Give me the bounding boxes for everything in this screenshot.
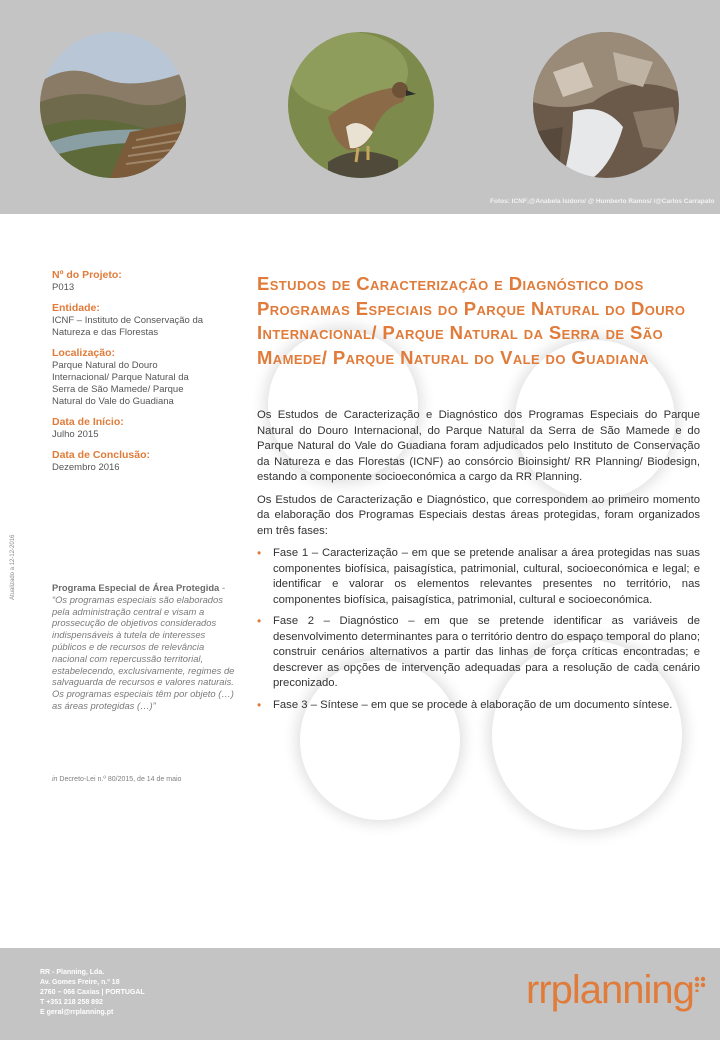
project-number-label: Nº do Projeto:: [52, 269, 122, 281]
bullet-icon: •: [257, 697, 262, 712]
logo-dots-icon: [694, 976, 710, 992]
quote-text: - “Os programas especiais são elaborados pela administração central e visam a prossecução de objetivos considerados indispensáveis à tutela de interesses públicos e de recursos de relevância nacional com repercussão territorial, estabelecendo, exclusivamente, regimes de salvaguarda de recursos e valores naturais. Os programas especiais têm por objeto (…) as áreas protegidas (…)”: [52, 582, 235, 711]
waterfall-rocks-photo: [533, 32, 679, 178]
entity-value: ICNF – Instituto de Conservação da Natureza e das Florestas: [52, 315, 204, 338]
header-banner: [0, 0, 720, 214]
phases-list: [257, 546, 700, 713]
source-text: Decreto-Lei n.º 80/2015, de 14 de maio: [57, 776, 182, 783]
list-item: [257, 546, 700, 608]
start-date-label: Data de Início:: [52, 416, 124, 428]
company-address: [40, 968, 145, 1018]
entity-label: Entidade:: [52, 302, 100, 314]
footer: [0, 948, 720, 1040]
start-date: Julho 2015: [52, 429, 99, 440]
city-address: 2760 – 066 Caxias | PORTUGAL: [40, 989, 145, 996]
location-label: Localização:: [52, 347, 116, 359]
project-info: [52, 269, 212, 482]
phase-text: Fase 1 – Caracterização – em que se pretende analisar a área protegidas nas suas componentes biofísica, paisagística, patrimonial, cultural, socioeconómica e legal; e identificar e valorar os elementos relevantes presentes no território, nas componentes biofísica, paisagística, patrimonial, cultural e socioeconómica.: [273, 547, 700, 606]
project-number: P013: [52, 282, 75, 293]
phase-text: Fase 2 – Diagnóstico – em que se pretende identificar as variáveis de desenvolvimento determinantes para o território dentro do espaço temporal do plano; construir cenários alternativos a partir das linhas de força críticas encontradas; e descrever as opções de intervenção adequadas para a resolução de cada cenário preconizado.: [273, 615, 700, 689]
updated-date: Atualizado a 12-12-2016: [10, 534, 16, 600]
intro-paragraph: Os Estudos de Caracterização e Diagnóstico dos Programas Especiais do Parque Natural do Douro Internacional, do Parque Natural da Serra de São Mamede e do Parque Natural do Vale do Guadiana foram adjudicados pelo Instituto de Conservação da Natureza e das Florestas (ICNF) ao consórcio Bioinsight/ RR Planning/ Biodesign, estando a componente socioeconómica a cargo da RR Planning.: [257, 409, 700, 483]
main-body: [257, 408, 700, 719]
quote-source: [52, 776, 242, 783]
eagle-photo: [288, 32, 434, 178]
bullet-icon: •: [257, 546, 262, 560]
company-name: RR - Planning, Lda.: [40, 969, 105, 976]
douro-valley-photo: [40, 32, 186, 178]
page-title: Estudos de Caracterização e Diagnóstico dos Programas Especiais do Parque Natural do Douro Internacional/ Parque Natural da Serra de São Mamede/ Parque Natural do Vale do Guadiana: [257, 273, 686, 368]
street-address: Av. Gomes Freire, n.º 18: [40, 979, 120, 986]
email-address[interactable]: E geral@rrplanning.pt: [40, 1009, 114, 1016]
phase-text: Fase 3 – Síntese – em que se procede à elaboração de um documento síntese.: [273, 698, 673, 711]
location-value: Parque Natural do Douro Internacional/ Parque Natural da Serra de São Mamede/ Parque Natural do Vale do Guadiana: [52, 360, 189, 407]
list-item: [257, 698, 700, 714]
legal-quote: [52, 582, 238, 712]
bullet-icon: •: [257, 614, 262, 628]
end-date-label: Data de Conclusão:: [52, 449, 151, 461]
logo-wordmark: rrplanning: [526, 968, 694, 1012]
phases-intro: Os Estudos de Caracterização e Diagnóstico, que correspondem ao primeiro momento da elaboração dos Programas Especiais destas áreas protegidas, foram organizados em três fases:: [257, 493, 700, 537]
photo-credits: Fotos: ICNF;@Anabela Isidoro/ @ Humberto Ramos/ /@Carlos Carrapato: [490, 198, 715, 205]
source-prefix: in: [52, 776, 58, 783]
rrplanning-logo: [526, 968, 694, 1018]
end-date: Dezembro 2016: [52, 462, 120, 473]
list-item: [257, 614, 700, 692]
quote-title: Programa Especial de Área Protegida: [52, 582, 220, 593]
phone-number: T +351 218 258 892: [40, 999, 103, 1006]
